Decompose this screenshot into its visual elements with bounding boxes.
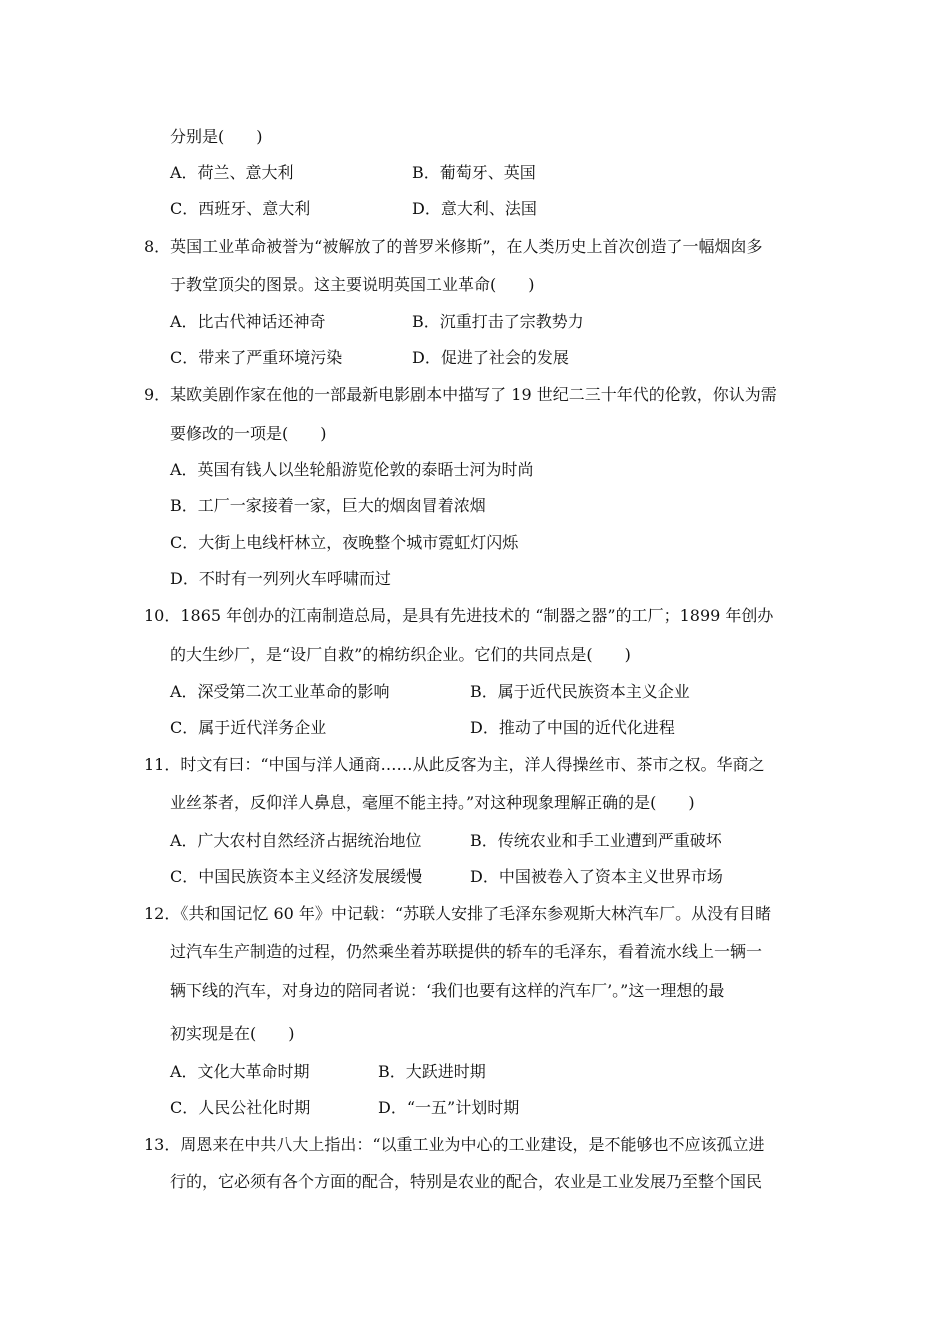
q7-option-b: B．葡萄牙、英国	[412, 163, 536, 182]
q8-stem-line1: 8．英国工业革命被誉为“被解放了的普罗米修斯”，在人类历史上首次创造了一幅烟囱多	[144, 237, 763, 256]
q7-option-c: C．西班牙、意大利	[170, 199, 311, 218]
q7-continuation: 分别是( )	[170, 127, 263, 146]
q7-option-d: D．意大利、法国	[412, 199, 537, 218]
q8-option-b: B．沉重打击了宗教势力	[412, 312, 584, 331]
q9-option-c: C．大街上电线杆林立，夜晚整个城市霓虹灯闪烁	[170, 533, 519, 552]
q11-stem-line1: 11．时文有曰：“中国与洋人通商……从此反客为主，洋人得操丝市、茶市之权。华商之	[144, 755, 765, 774]
q10-option-b: B．属于近代民族资本主义企业	[470, 682, 690, 701]
q11-option-c: C．中国民族资本主义经济发展缓慢	[170, 867, 423, 886]
q10-option-a: A．深受第二次工业革命的影响	[170, 682, 390, 701]
q8-option-a: A．比古代神话还神奇	[170, 312, 326, 331]
q12-option-c: C．人民公社化时期	[170, 1098, 311, 1117]
q9-stem-line2: 要修改的一项是( )	[170, 424, 327, 443]
q11-option-b: B．传统农业和手工业遭到严重破坏	[470, 831, 722, 850]
q11-option-a: A．广大农村自然经济占据统治地位	[170, 831, 422, 850]
q12-option-b: B．大跃进时期	[378, 1062, 486, 1081]
q12-stem-line1: 12．《共和国记忆 60 年》中记载：“苏联人安排了毛泽东参观斯大林汽车厂。从没有目睹	[144, 904, 772, 923]
q12-stem-line2: 过汽车生产制造的过程，仍然乘坐着苏联提供的轿车的毛泽东，看着流水线上一辆一	[170, 942, 763, 961]
q9-stem-line1: 9．某欧美剧作家在他的一部最新电影剧本中描写了 19 世纪二三十年代的伦敦，你认为需	[144, 385, 777, 404]
q8-stem-line2: 于教堂顶尖的图景。这主要说明英国工业革命( )	[170, 275, 535, 294]
q9-option-a: A．英国有钱人以坐轮船游览伦敦的泰晤士河为时尚	[170, 460, 534, 479]
q11-option-d: D．中国被卷入了资本主义世界市场	[470, 867, 723, 886]
q8-option-c: C．带来了严重环境污染	[170, 348, 343, 367]
q8-option-d: D．促进了社会的发展	[412, 348, 569, 367]
q12-stem-line4: 初实现是在( )	[170, 1024, 295, 1043]
q11-stem-line2: 业丝茶者，反仰洋人鼻息，毫厘不能主持。”对这种现象理解正确的是( )	[170, 793, 695, 812]
q7-option-a: A．荷兰、意大利	[170, 163, 294, 182]
q10-option-c: C．属于近代洋务企业	[170, 718, 327, 737]
q12-option-a: A．文化大革命时期	[170, 1062, 310, 1081]
q13-stem-line1: 13．周恩来在中共八大上指出：“以重工业为中心的工业建设，是不能够也不应该孤立进	[144, 1135, 765, 1154]
q10-stem-line2: 的大生纱厂，是“设厂自救”的棉纺织企业。它们的共同点是( )	[170, 645, 631, 664]
q9-option-b: B．工厂一家接着一家，巨大的烟囱冒着浓烟	[170, 496, 486, 515]
q12-option-d: D．“一五”计划时期	[378, 1098, 520, 1117]
q10-stem-line1: 10．1865 年创办的江南制造总局，是具有先进技术的 “制器之器”的工厂；1899 年创办	[144, 606, 774, 625]
q13-stem-line2: 行的，它必须有各个方面的配合，特别是农业的配合，农业是工业发展乃至整个国民	[170, 1172, 763, 1191]
q9-option-d: D．不时有一列列火车呼啸而过	[170, 569, 391, 588]
q10-option-d: D．推动了中国的近代化进程	[470, 718, 675, 737]
q12-stem-line3: 辆下线的汽车，对身边的陪同者说：‘我们也要有这样的汽车厂’。”这一理想的最	[170, 981, 725, 1000]
